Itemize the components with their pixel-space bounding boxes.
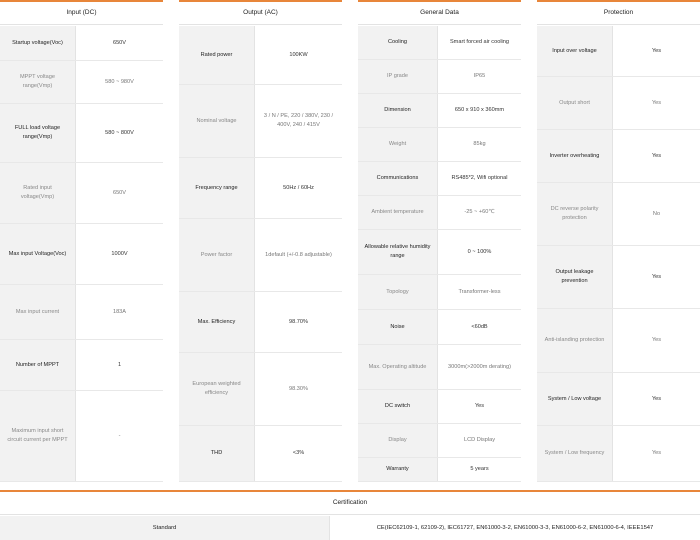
table-row <box>358 458 521 482</box>
spec-value: 98.30% <box>255 353 342 425</box>
table-row <box>179 292 342 353</box>
spec-value: Yes <box>438 390 521 423</box>
output-ac-panel <box>179 0 342 482</box>
spec-label: Power factor <box>179 219 255 291</box>
input-dc-title: Input (DC) <box>0 2 163 25</box>
spec-label: Max. Operating altitude <box>358 345 438 389</box>
spec-label: Rated input voltage(Vmp) <box>0 163 76 223</box>
table-row <box>358 196 521 230</box>
table-row <box>358 26 521 60</box>
spec-label: Anti-islanding protection <box>537 309 613 372</box>
general-data-table <box>358 26 521 482</box>
spec-label: Max. Efficiency <box>179 292 255 352</box>
table-row <box>358 94 521 128</box>
spec-label: Warranty <box>358 458 438 481</box>
table-row <box>537 373 700 426</box>
spec-label: Frequency range <box>179 158 255 218</box>
table-row <box>179 353 342 426</box>
spec-value: 580 ~ 800V <box>76 104 163 162</box>
protection-panel <box>537 0 700 482</box>
spec-value: Yes <box>613 373 700 425</box>
spec-label: Rated power <box>179 26 255 84</box>
table-row <box>537 426 700 482</box>
protection-table <box>537 26 700 482</box>
table-row <box>179 219 342 292</box>
spec-value: 85kg <box>438 128 521 161</box>
spec-label: Cooling <box>358 26 438 59</box>
general-data-title: General Data <box>358 2 521 25</box>
spec-label: Nominal voltage <box>179 85 255 157</box>
spec-label: Max input current <box>0 285 76 339</box>
table-row <box>537 26 700 77</box>
table-row <box>0 285 163 340</box>
table-row <box>358 275 521 310</box>
spec-label: Maximum input short circuit current per MPPT <box>0 391 76 481</box>
spec-label: Output leakage prevention <box>537 246 613 308</box>
table-row <box>358 128 521 162</box>
spec-label: DC reverse polarity protection <box>537 183 613 245</box>
spec-value: 5 years <box>438 458 521 481</box>
protection-title: Protection <box>537 2 700 25</box>
spec-label: Number of MPPT <box>0 340 76 390</box>
spec-label: Communications <box>358 162 438 195</box>
spec-value: Smart forced air cooling <box>438 26 521 59</box>
table-row <box>537 130 700 183</box>
certification-title: Certification <box>0 492 700 515</box>
spec-value: 650V <box>76 26 163 60</box>
table-row <box>537 246 700 309</box>
general-data-panel <box>358 0 521 482</box>
table-row <box>0 26 163 61</box>
spec-value: 100KW <box>255 26 342 84</box>
spec-value: Yes <box>613 130 700 182</box>
table-row <box>0 61 163 104</box>
spec-label: FULL load voltage range(Vmp) <box>0 104 76 162</box>
standard-label: Standard <box>0 516 330 540</box>
spec-label: System / Low voltage <box>537 373 613 425</box>
table-row <box>358 230 521 275</box>
spec-value: 3000m(>2000m derating) <box>438 345 521 389</box>
table-row <box>0 340 163 391</box>
spec-value: 650V <box>76 163 163 223</box>
spec-value: -25 ~ +60℃ <box>438 196 521 229</box>
input-dc-table <box>0 26 163 482</box>
table-row <box>537 309 700 373</box>
spec-label: Noise <box>358 310 438 344</box>
spec-value: No <box>613 183 700 245</box>
spec-value: <3% <box>255 426 342 481</box>
spec-label: Input over voltage <box>537 26 613 76</box>
spec-label: Dimension <box>358 94 438 127</box>
spec-value: 183A <box>76 285 163 339</box>
spec-label: Allowable relative humidity range <box>358 230 438 274</box>
spec-value: 1default (+/-0.8 adjustable) <box>255 219 342 291</box>
table-row <box>0 516 700 540</box>
certification-panel <box>0 490 700 540</box>
spec-label: Startup voltage(Voc) <box>0 26 76 60</box>
table-row <box>0 104 163 163</box>
spec-label: IP grade <box>358 60 438 93</box>
spec-value: LCD Display <box>438 424 521 457</box>
spec-label: System / Low frequency <box>537 426 613 481</box>
spec-value: Yes <box>613 426 700 481</box>
spec-label: Display <box>358 424 438 457</box>
spec-label: Weight <box>358 128 438 161</box>
table-row <box>358 424 521 458</box>
spec-value: 3 / N / PE, 220 / 380V, 230 / 400V, 240 / 415V <box>255 85 342 157</box>
spec-label: European weighted efficiency <box>179 353 255 425</box>
spec-label: Ambient temperature <box>358 196 438 229</box>
spec-value: 580 ~ 980V <box>76 61 163 103</box>
spec-value: IP65 <box>438 60 521 93</box>
table-row <box>358 60 521 94</box>
output-ac-title: Output (AC) <box>179 2 342 25</box>
spec-value: <60dB <box>438 310 521 344</box>
table-row <box>537 183 700 246</box>
table-row <box>537 77 700 130</box>
table-row <box>0 391 163 482</box>
table-row <box>0 224 163 285</box>
spec-value: 98.70% <box>255 292 342 352</box>
spec-value: Transformer-less <box>438 275 521 309</box>
spec-value: Yes <box>613 246 700 308</box>
standard-value: CE(IEC62109-1, 62109-2), IEC61727, EN61000-3-2, EN61000-3-3, EN61000-6-2, EN61000-6-4, IEEE1547 <box>376 525 654 531</box>
spec-value: 650 x 910 x 360mm <box>438 94 521 127</box>
spec-label: THD <box>179 426 255 481</box>
table-row <box>358 310 521 345</box>
spec-value: 1 <box>76 340 163 390</box>
table-row <box>358 162 521 196</box>
spec-label: DC switch <box>358 390 438 423</box>
spec-value: RS485*2, Wifi optional <box>438 162 521 195</box>
spec-value: Yes <box>613 309 700 372</box>
table-row <box>358 345 521 390</box>
spec-label: Max input Voltage(Voc) <box>0 224 76 284</box>
spec-value: 50Hz / 60Hz <box>255 158 342 218</box>
table-row <box>358 390 521 424</box>
output-ac-table <box>179 26 342 482</box>
table-row <box>179 26 342 85</box>
table-row <box>179 158 342 219</box>
input-dc-panel <box>0 0 163 482</box>
spec-value: 0 ~ 100% <box>438 230 521 274</box>
spec-label: Inverter overheating <box>537 130 613 182</box>
spec-value: Yes <box>613 77 700 129</box>
spec-label: Output short <box>537 77 613 129</box>
table-row <box>179 426 342 482</box>
spec-value: Yes <box>613 26 700 76</box>
table-row <box>179 85 342 158</box>
spec-value: 1000V <box>76 224 163 284</box>
spec-value: - <box>76 391 163 481</box>
spec-label: MPPT voltage range(Vmp) <box>0 61 76 103</box>
table-row <box>0 163 163 224</box>
spec-label: Topology <box>358 275 438 309</box>
